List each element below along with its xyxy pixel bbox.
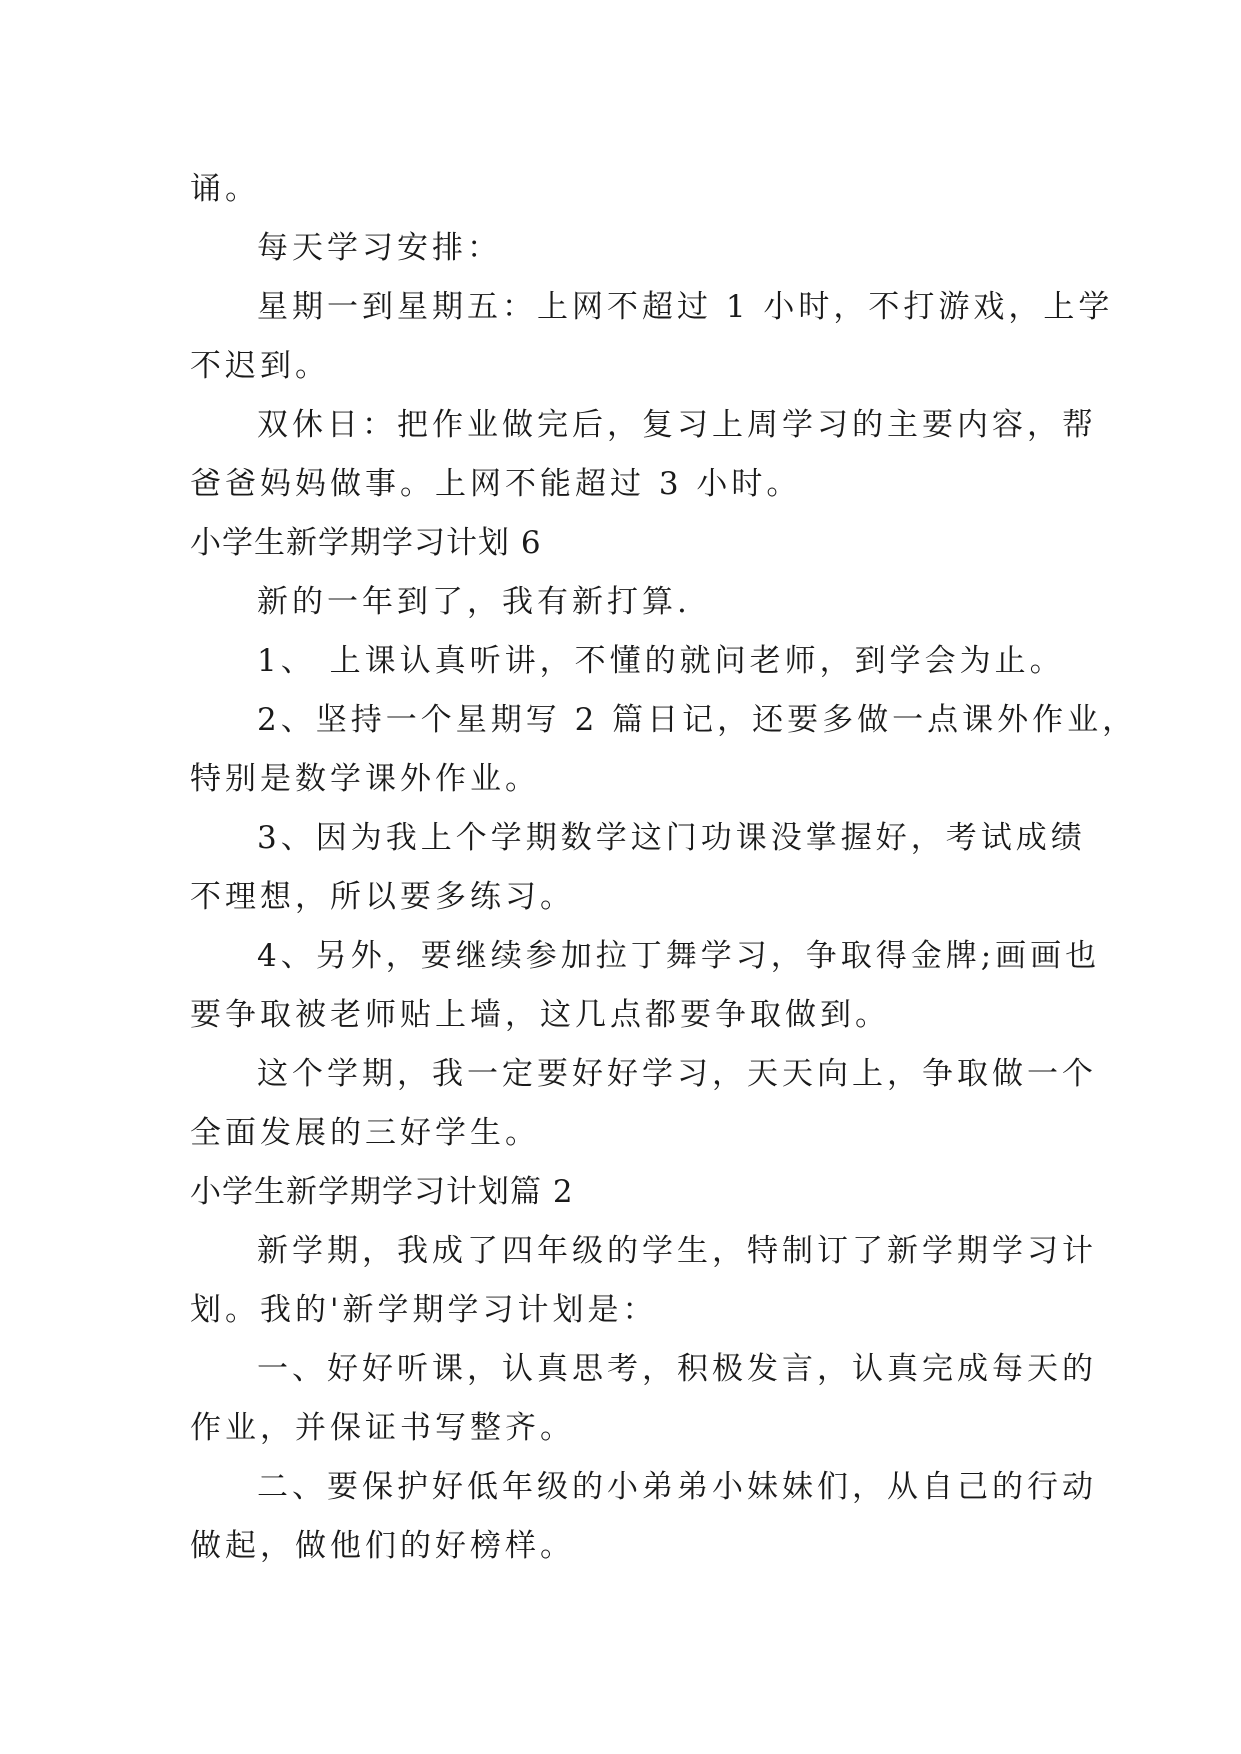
paragraph-line: 新学期，我成了四年级的学生，特制订了新学期学习计 <box>257 1233 1097 1269</box>
paragraph-line: 不理想，所以要多练习。 <box>190 879 575 915</box>
paragraph-line: 这个学期，我一定要好好学习，天天向上，争取做一个 <box>257 1056 1097 1092</box>
paragraph-line: 一、好好听课，认真思考，积极发言，认真完成每天的 <box>257 1351 1097 1387</box>
section-heading: 小学生新学期学习计划篇 2 <box>190 1174 574 1210</box>
section-heading: 小学生新学期学习计划 6 <box>190 525 542 561</box>
paragraph-line: 二、要保护好低年级的小弟弟小妹妹们，从自己的行动 <box>257 1469 1097 1505</box>
paragraph-line: 每天学习安排： <box>257 230 502 266</box>
paragraph-line: 2、坚持一个星期写 2 篇日记，还要多做一点课外作业， <box>257 702 1138 738</box>
paragraph-line: 作业，并保证书写整齐。 <box>190 1410 575 1446</box>
paragraph-line: 不迟到。 <box>190 348 330 384</box>
paragraph-line: 爸爸妈妈做事。上网不能超过 3 小时。 <box>190 466 802 502</box>
paragraph-line: 1、 上课认真听讲，不懂的就问老师，到学会为止。 <box>257 643 1065 679</box>
paragraph-line: 特别是数学课外作业。 <box>190 761 540 797</box>
paragraph-line: 划。我的'新学期学习计划是： <box>190 1292 658 1328</box>
paragraph-line: 新的一年到了，我有新打算. <box>257 584 691 620</box>
paragraph-line: 全面发展的三好学生。 <box>190 1115 540 1151</box>
document-page <box>190 160 1138 1576</box>
paragraph-line: 4、另外，要继续参加拉丁舞学习，争取得金牌;画画也 <box>257 938 1101 974</box>
paragraph-line: 诵。 <box>190 171 260 207</box>
paragraph-line: 要争取被老师贴上墙，这几点都要争取做到。 <box>190 997 890 1033</box>
paragraph-line: 星期一到星期五：上网不超过 1 小时，不打游戏，上学 <box>257 289 1114 325</box>
paragraph-line: 做起，做他们的好榜样。 <box>190 1528 575 1564</box>
paragraph-line: 双休日：把作业做完后，复习上周学习的主要内容，帮 <box>257 407 1097 443</box>
paragraph-line: 3、因为我上个学期数学这门功课没掌握好，考试成绩 <box>257 820 1086 856</box>
